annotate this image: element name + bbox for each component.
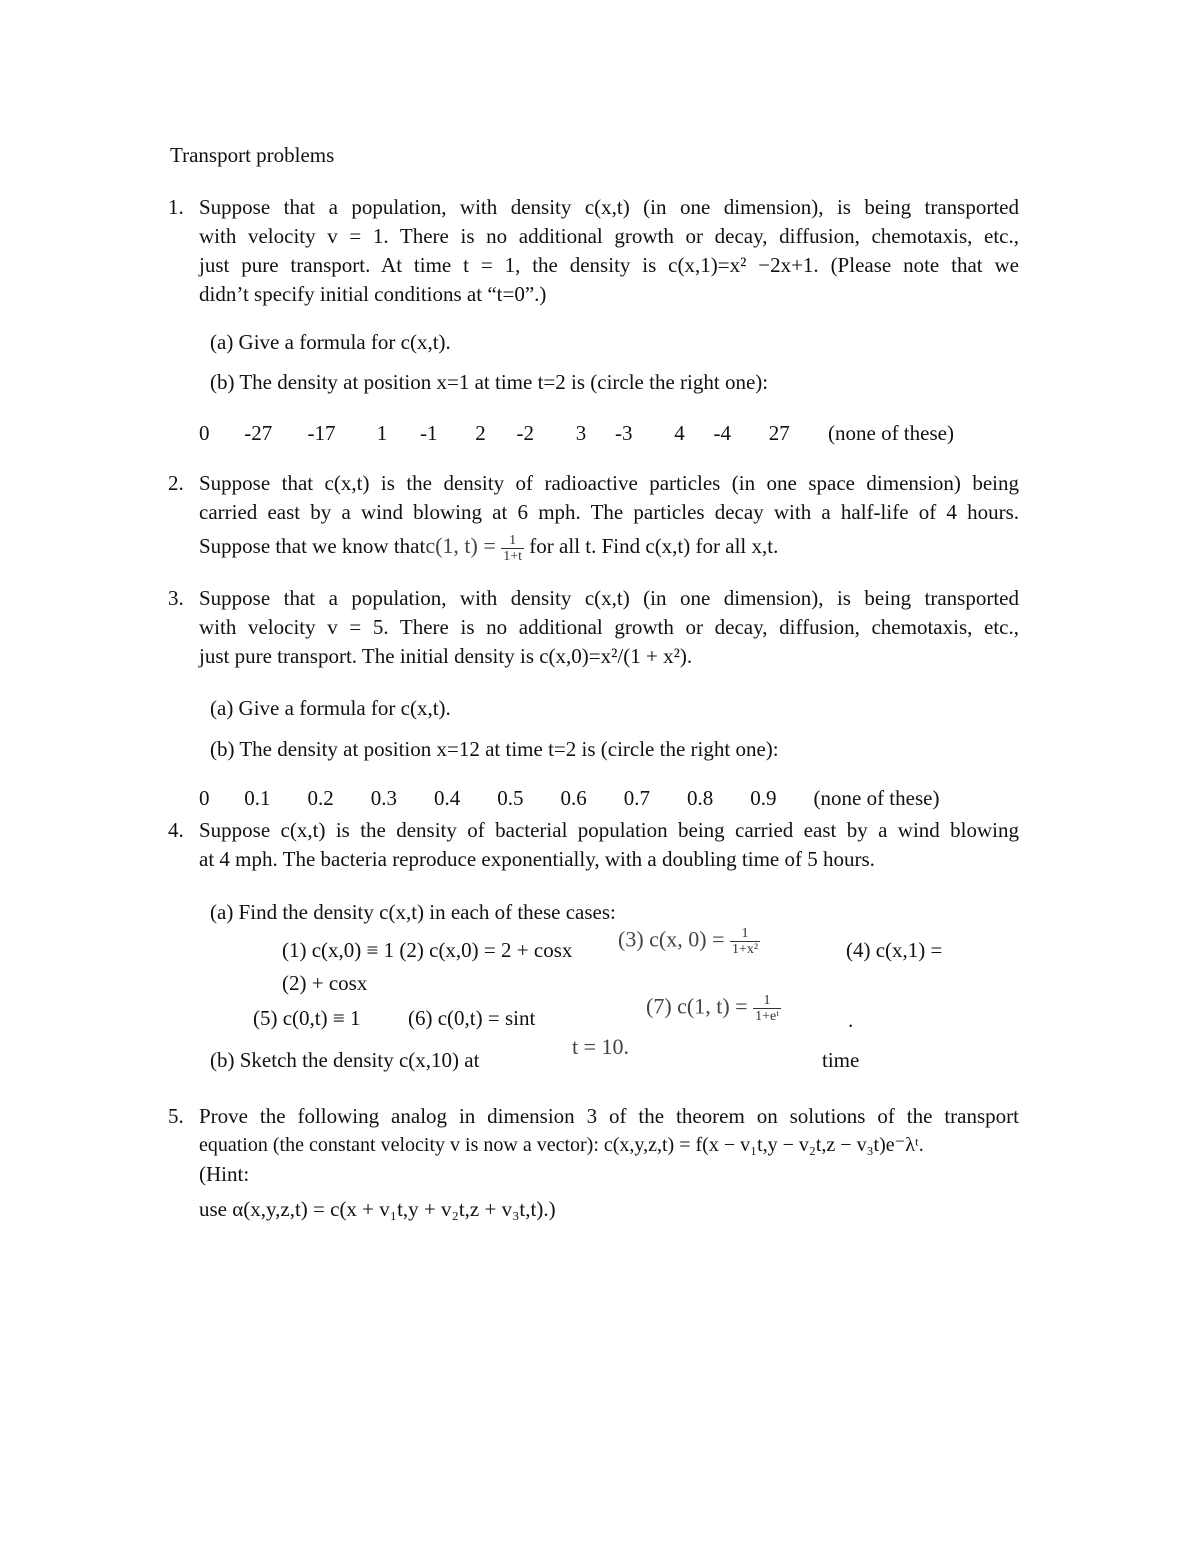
text-fragment: for all t. Find c(x,t) for all x,t. (524, 534, 779, 558)
choice[interactable]: 0.3 (370, 786, 397, 810)
fraction (753, 993, 781, 1024)
problem-4-part-b: (b) Sketch the density c(x,10) at (210, 1048, 480, 1072)
choice[interactable]: 0 (199, 421, 210, 445)
choice[interactable]: 0.2 (307, 786, 334, 810)
text-line: Suppose that a population, with density c(x,t) (in one dimension), is being transported (199, 586, 1019, 610)
case-6: (6) c(0,t) = sint (408, 1006, 536, 1030)
text-line: with velocity v = 1. There is no additional growth or decay, diffusion, chemotaxis, etc., (199, 224, 1019, 248)
math-expression: c(1, t) = (425, 533, 502, 558)
problem-number: 5. (168, 1104, 184, 1128)
problem-1-choices (199, 421, 954, 446)
choice[interactable]: -17 (307, 421, 336, 445)
choice[interactable]: 1 (376, 421, 388, 445)
choice[interactable]: 0.7 (623, 786, 650, 810)
text-fragment: time (822, 1048, 860, 1072)
text-line: Prove the following analog in dimension 3 of the theorem on solutions of the transport (199, 1104, 1019, 1128)
choice[interactable]: 0.1 (244, 786, 271, 810)
case-3 (618, 926, 760, 957)
text-line: just pure transport. At time t = 1, the density is c(x,1)=x² −2x+1. (Please note that we (199, 253, 1019, 277)
problem-3-choices (199, 786, 939, 811)
problem-text (199, 584, 1019, 671)
choice[interactable]: -1 (420, 421, 438, 445)
text-line (199, 531, 1019, 564)
text-line: carried east by a wind blowing at 6 mph. The particles decay with a half-life of 4 hours. (199, 500, 1019, 524)
problem-number: 3. (168, 586, 184, 610)
problem-text (199, 1102, 1019, 1224)
problem-4-part-a: (a) Find the density c(x,t) in each of these cases: (210, 900, 616, 924)
problem-1-part-a: (a) Give a formula for c(x,t). (210, 330, 451, 354)
choice[interactable]: 0.8 (687, 786, 714, 810)
problem-number: 4. (168, 818, 184, 842)
text-line: Suppose that a population, with density c(x,t) (in one dimension), is being transported (199, 195, 1019, 219)
choice[interactable]: 0.4 (434, 786, 461, 810)
fraction-denominator: 1+t (503, 548, 523, 564)
choice[interactable]: -4 (713, 421, 731, 445)
case-4: (4) c(x,1) = (846, 938, 943, 962)
math-expression: (7) c(1, t) = (646, 993, 754, 1019)
page-title: Transport problems (170, 143, 335, 167)
fraction-denominator: 1+eᵗ (755, 1009, 779, 1024)
text-line: at 4 mph. The bacteria reproduce exponentially, with a doubling time of 5 hours. (199, 847, 875, 871)
choice[interactable]: 0.5 (497, 786, 524, 810)
choice[interactable]: (none of these) (828, 421, 954, 445)
case-continuation: (2) + cosx (282, 971, 368, 995)
text-line: Suppose that c(x,t) is the density of radioactive particles (in one space dimension) being (199, 471, 1019, 495)
fraction-denominator: 1+x² (731, 942, 759, 957)
case-1-2: (1) c(x,0) ≡ 1 (2) c(x,0) = 2 + cosx (282, 938, 573, 962)
text-line: use α(x,y,z,t) = c(x + v₁t,y + v₂t,z + v₃t,t).) (199, 1197, 556, 1221)
choice[interactable]: 27 (768, 421, 790, 445)
text-line: just pure transport. The initial density is c(x,0)=x²/(1 + x²). (199, 644, 693, 668)
choice[interactable]: (none of these) (813, 786, 940, 810)
choice[interactable]: 0.6 (560, 786, 587, 810)
text-fragment: Suppose that we know that (199, 534, 426, 558)
case-7-end: . (848, 1008, 854, 1032)
choice[interactable]: 4 (674, 421, 685, 445)
problem-3-part-a: (a) Give a formula for c(x,t). (210, 696, 451, 720)
choice[interactable]: -2 (516, 421, 534, 445)
problem-3-part-b: (b) The density at position x=12 at time t=2 is (circle the right one): (210, 737, 779, 761)
choice[interactable]: -3 (615, 421, 633, 445)
choice[interactable]: 0.9 (750, 786, 777, 810)
fraction-numerator: 1 (730, 926, 760, 942)
fraction-numerator: 1 (501, 533, 524, 549)
choice[interactable]: 0 (199, 786, 210, 810)
problem-text (199, 469, 1019, 564)
case-7 (646, 993, 781, 1024)
choice[interactable]: -27 (244, 421, 273, 445)
problem-text (199, 193, 1019, 309)
text-line: with velocity v = 5. There is no additional growth or decay, diffusion, chemotaxis, etc., (199, 615, 1019, 639)
text-line: Suppose c(x,t) is the density of bacterial population being carried east by a wind blowing (199, 818, 1019, 842)
math-expression: (3) c(x, 0) = (618, 926, 730, 952)
fraction (501, 533, 524, 564)
math-expression: t = 10. (572, 1034, 630, 1059)
choice[interactable]: 2 (475, 421, 486, 445)
choice[interactable]: 3 (575, 421, 587, 445)
case-5: (5) c(0,t) ≡ 1 (253, 1006, 361, 1030)
problem-number: 2. (168, 471, 184, 495)
problem-text (199, 816, 1019, 874)
problem-number: 1. (168, 195, 184, 219)
text-line: (Hint: (199, 1162, 250, 1186)
text-line: equation (the constant velocity v is now a vector): c(x,y,z,t) = f(x − v₁t,y − v₂t,z − v₃t)e⁻λᵗ. (199, 1134, 924, 1156)
fraction (730, 926, 760, 957)
problem-1-part-b: (b) The density at position x=1 at time t=2 is (circle the right one): (210, 370, 769, 394)
text-line: didn’t specify initial conditions at “t=0”.) (199, 282, 547, 306)
fraction-numerator: 1 (753, 993, 781, 1009)
